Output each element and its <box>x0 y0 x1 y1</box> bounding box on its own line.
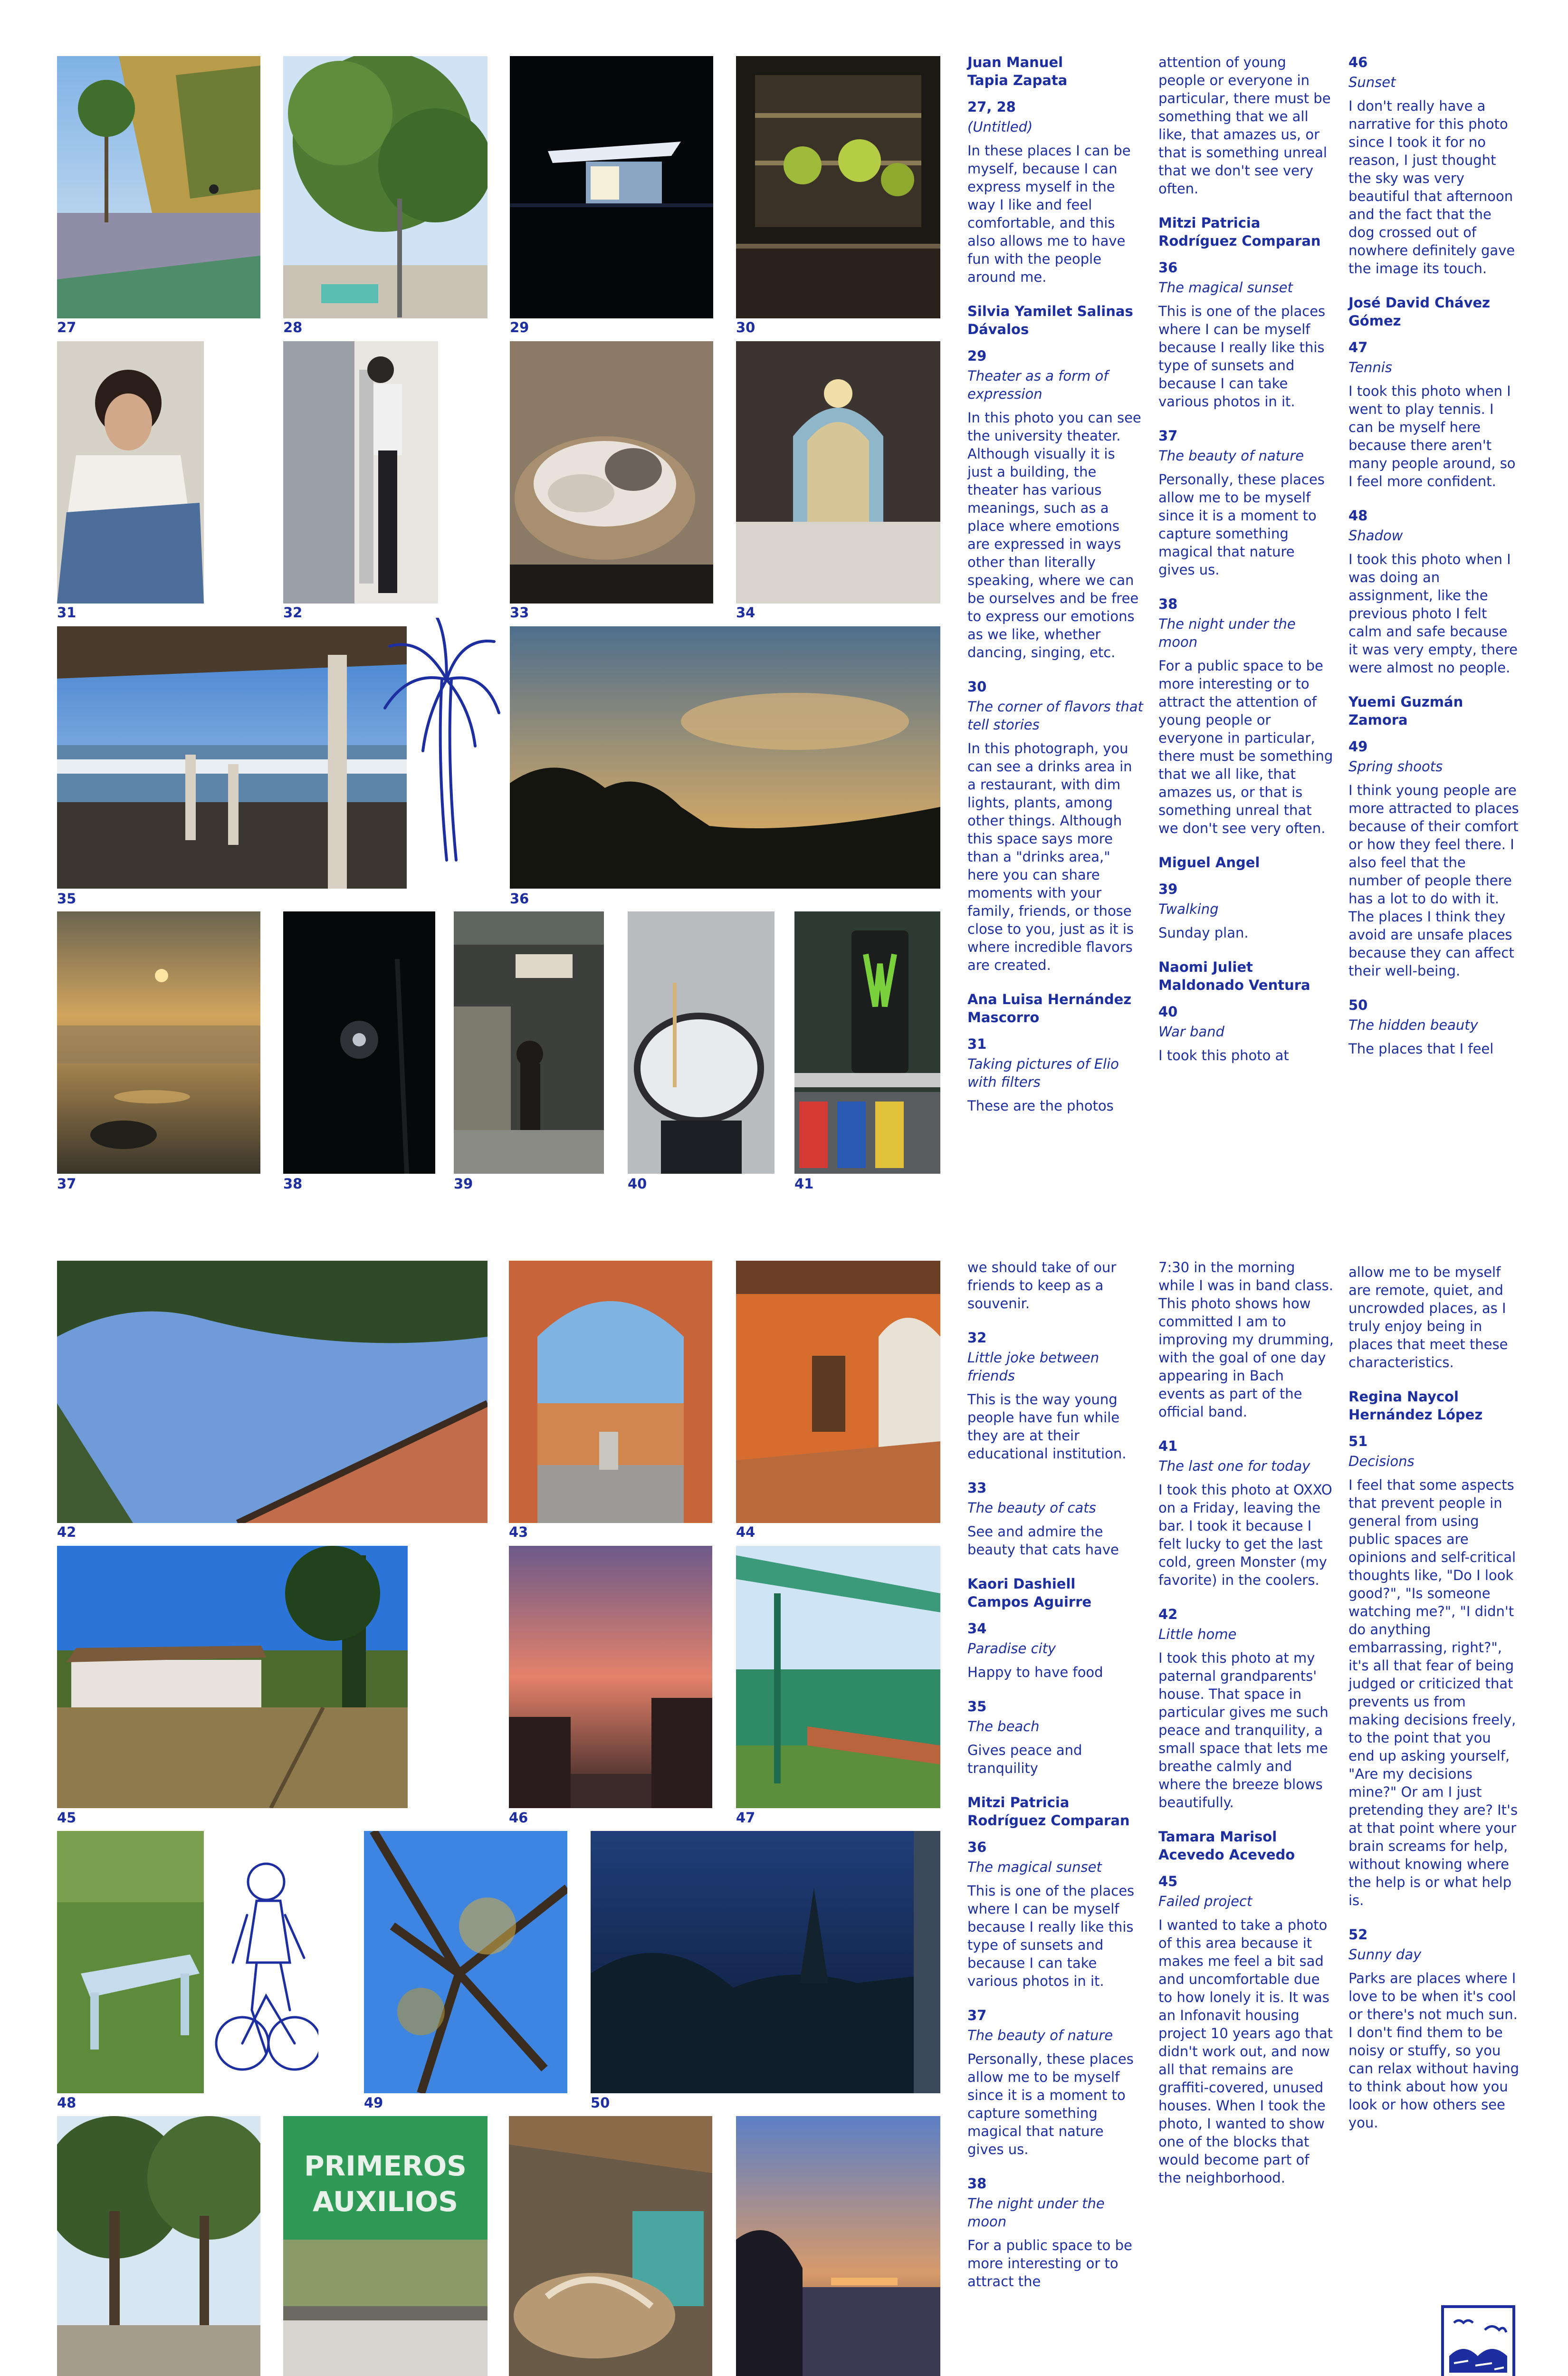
photo-29 <box>510 56 713 318</box>
photo-title: The magical sunset <box>1158 279 1293 296</box>
photo-number: 42 <box>1158 1606 1178 1622</box>
photo-description: I took this photo at my paternal grandparents' house. That space in particular gives me such peace and tranquility, a small space that lets me breathe calmly and where the breeze blows beautifully. <box>1158 1650 1329 1811</box>
photo-title: The corner of flavors that tell stories <box>967 699 1143 733</box>
author-name: Miguel Angel <box>1158 854 1260 871</box>
text-column <box>967 1258 1143 2307</box>
text-column <box>1348 53 1520 1074</box>
photo-description: Happy to have food <box>967 1664 1103 1680</box>
author-name: Silvia Yamilet Salinas Dávalos <box>967 303 1133 337</box>
photo-number: 31 <box>967 1036 987 1052</box>
photo-number: 34 <box>967 1620 987 1637</box>
photo-31 <box>57 341 204 604</box>
author-name: Ana Luisa Hernández Mascorro <box>967 991 1132 1025</box>
photo-title: Twalking <box>1158 901 1219 917</box>
author-name: Naomi Juliet Maldonado Ventura <box>1158 959 1310 993</box>
photo-number: 27, 28 <box>967 99 1016 115</box>
photo-number: 31 <box>57 604 76 621</box>
photo-number: 49 <box>1348 738 1368 755</box>
photo-41 <box>794 911 940 1174</box>
photo-number: 36 <box>510 891 529 907</box>
photo-number: 40 <box>628 1176 647 1192</box>
photo-number: 35 <box>967 1698 987 1715</box>
photo-number: 30 <box>967 679 987 695</box>
photo-description: In these places I can be myself, because I can express myself in the way I like and feel comfortable, and this also allows me to have fun with the people around me. <box>967 143 1131 285</box>
photo-description: In this photograph, you can see a drinks area in a restaurant, with dim lights, plants, among other things. Although this space says more than a "drinks area," here you can share moments with your family, friends, or those close to you, just as it is where incredible flavors are created. <box>967 740 1134 973</box>
text-column <box>1348 1263 1520 2148</box>
photo-number: 36 <box>967 1839 987 1855</box>
photo-52 <box>283 2116 488 2376</box>
photo-number: 32 <box>283 604 303 621</box>
photo-46 <box>509 1546 712 1808</box>
photo-number: 32 <box>967 1330 987 1346</box>
photo-number: 37 <box>1158 428 1178 444</box>
photo-description: we should take of our friends to keep as a souvenir. <box>967 1259 1117 1312</box>
photo-description: The places that I feel <box>1348 1041 1494 1057</box>
photo-title: Sunny day <box>1348 1946 1422 1963</box>
author-name: Mitzi Patricia Rodríguez Comparan <box>967 1794 1130 1829</box>
photo-description: I don't really have a narrative for this photo since I took it for no reason, I just thought the sky was very beautiful that afternoon and the fact that the dog crossed out of nowhere definitely gave the image its touch. <box>1348 98 1515 277</box>
photo-number: 42 <box>57 1524 76 1540</box>
photo-number: 40 <box>1158 1004 1178 1020</box>
photo-title: The night under the moon <box>1158 616 1296 650</box>
photo-number: 39 <box>1158 881 1178 897</box>
photo-number: 38 <box>967 2175 987 2192</box>
photo-28 <box>283 56 488 318</box>
photo-number: 33 <box>510 604 529 621</box>
photo-34 <box>736 341 940 604</box>
author-name: Juan Manuel Tapia Zapata <box>967 54 1068 88</box>
photo-description: In this photo you can see the university theater. Although visually it is just a building, the theater has various meanings, such as a place where emotions are expressed in ways other than literally speaking, where we can be ourselves and be free to express our emotions as we like, whether dancing, singing, etc. <box>967 410 1141 661</box>
photo-35 <box>57 626 407 889</box>
photo-number: 28 <box>283 319 303 335</box>
photo-43 <box>509 1261 712 1523</box>
photo-47 <box>736 1546 940 1808</box>
photo-number: 38 <box>283 1176 303 1192</box>
photo-description: I took this photo at OXXO on a Friday, leaving the bar. I took it because I felt lucky to get the last cold, green Monster (my favorite) in the coolers. <box>1158 1482 1332 1588</box>
photo-description: I think young people are more attracted to places because of their comfort or how they feel there. I also feel that the number of people there has a lot to do with it. The places I think they avoid are unsafe places because they can affect their well-being. <box>1348 782 1519 979</box>
author-name: Yuemi Guzmán Zamora <box>1348 694 1463 728</box>
photo-37 <box>57 911 260 1174</box>
photo-description: This is the way young people have fun while they are at their educational institution. <box>967 1391 1127 1462</box>
photo-number: 50 <box>1348 997 1368 1013</box>
photo-title: War band <box>1158 1024 1224 1040</box>
author-name: Tamara Marisol Acevedo Acevedo <box>1158 1829 1295 1863</box>
text-column <box>1158 1258 1334 2203</box>
photo-title: The magical sunset <box>967 1859 1102 1875</box>
photo-description: attention of young people or everyone in particular, there must be something that we all like, that amazes us, or that is something unreal that we don't see very often. <box>1158 54 1331 197</box>
cyclist-doodle <box>214 1853 318 2091</box>
photo-40 <box>628 911 774 1174</box>
photo-number: 48 <box>57 2095 76 2111</box>
photo-number: 37 <box>57 1176 76 1192</box>
photo-title: The beach <box>967 1718 1040 1734</box>
photo-title: The hidden beauty <box>1348 1017 1478 1033</box>
photo-description: I feel that some aspects that prevent people in general from using public spaces are opinions and self-critical thoughts like, "Do I look good?", "Is someone watching me?", "I didn't do anything embarrassing, right?", it's all that fear of being judged or criticized that prevents us from making decisions freely, to the point that you end up asking yourself, "Are my decisions mine?" Or am I just pretending they are? It's at that point where your brain screams for help, without knowing where the help is or what help is. <box>1348 1477 1518 1908</box>
photo-number: 44 <box>736 1524 755 1540</box>
photo-title: The beauty of cats <box>967 1500 1096 1516</box>
author-name: Mitzi Patricia Rodríguez Comparan <box>1158 215 1321 249</box>
photo-number: 48 <box>1348 508 1368 524</box>
photo-number: 29 <box>967 348 987 364</box>
photo-42 <box>57 1261 488 1523</box>
photo-title: Little home <box>1158 1626 1237 1642</box>
photo-38 <box>283 911 435 1174</box>
logo-icon <box>1440 2304 1517 2376</box>
palm-tree-doodle <box>380 618 504 865</box>
photo-number: 30 <box>736 319 755 335</box>
photo-description: I took this photo when I went to play tennis. I can be myself here because there aren't many people around, so I feel more confident. <box>1348 383 1516 489</box>
photo-50 <box>591 1831 940 2093</box>
author-name: José David Chávez Gómez <box>1348 295 1491 329</box>
photo-49 <box>364 1831 567 2093</box>
photo-description: I took this photo when I was doing an assignment, like the previous photo I felt calm and safe because it was very empty, there were almost no people. <box>1348 551 1518 676</box>
photo-title: Theater as a form of expression <box>967 368 1109 402</box>
photo-description: For a public space to be more interesting or to attract the <box>967 2237 1132 2290</box>
photo-number: 51 <box>1348 1433 1368 1449</box>
photo-33 <box>510 341 713 604</box>
text-column <box>1158 53 1334 1081</box>
photo-number: 35 <box>57 891 76 907</box>
photo-number: 41 <box>1158 1438 1178 1454</box>
photo-number: 47 <box>1348 339 1368 355</box>
photo-description: Gives peace and tranquility <box>967 1742 1082 1776</box>
photo-description: Personally, these places allow me to be myself since it is a moment to capture something magical that nature gives us. <box>1158 471 1325 578</box>
photo-description: These are the photos <box>967 1098 1114 1114</box>
photo-description: This is one of the places where I can be myself because I really like this type of sunsets and because I can take various photos in it. <box>1158 303 1326 410</box>
photo-39 <box>454 911 604 1174</box>
photo-number: 52 <box>1348 1926 1368 1943</box>
photo-number: 27 <box>57 319 76 335</box>
photo-title: Spring shoots <box>1348 758 1443 775</box>
photo-title: Failed project <box>1158 1893 1252 1909</box>
photo-number: 39 <box>454 1176 473 1192</box>
photo-number: 43 <box>509 1524 528 1540</box>
author-name: Regina Naycol Hernández López <box>1348 1389 1483 1423</box>
author-name: Kaori Dashiell Campos Aguirre <box>967 1576 1092 1610</box>
photo-53 <box>509 2116 712 2376</box>
photo-44 <box>736 1261 940 1523</box>
photo-title: Sunset <box>1348 74 1396 90</box>
photo-number: 46 <box>509 1810 528 1826</box>
photo-title: Taking pictures of Elio with filters <box>967 1056 1119 1090</box>
photo-description: Parks are places where I love to be when it's cool or there's not much sun. I don't find them to be noisy or stuffy, so you can relax without having to think about how you look or how others see you. <box>1348 1970 1520 2131</box>
photo-51 <box>57 2116 260 2376</box>
photo-description: I took this photo at <box>1158 1047 1289 1063</box>
photo-number: 50 <box>591 2095 610 2111</box>
photo-30 <box>736 56 940 318</box>
photo-number: 49 <box>364 2095 383 2111</box>
photo-48 <box>57 1831 204 2093</box>
photo-number: 45 <box>1158 1873 1178 1889</box>
photo-45 <box>57 1546 408 1808</box>
photo-number: 37 <box>967 2007 987 2023</box>
photo-number: 47 <box>736 1810 755 1826</box>
photo-description: allow me to be myself are remote, quiet, and uncrowded places, as I truly enjoy being in places that meet these characteristics. <box>1348 1264 1508 1370</box>
photo-title: The beauty of nature <box>967 2027 1113 2043</box>
photo-32 <box>283 341 438 604</box>
text-column <box>967 53 1143 1131</box>
photo-number: 29 <box>510 319 529 335</box>
photo-number: 46 <box>1348 54 1368 70</box>
photo-description: Sunday plan. <box>1158 925 1249 941</box>
photo-description: See and admire the beauty that cats have <box>967 1523 1119 1558</box>
photo-title: The night under the moon <box>967 2195 1105 2230</box>
photo-title: Shadow <box>1348 527 1403 544</box>
photo-title: (Untitled) <box>967 119 1033 135</box>
photo-title: Little joke between friends <box>967 1350 1100 1384</box>
photo-description: Personally, these places allow me to be myself since it is a moment to capture something magical that nature gives us. <box>967 2051 1134 2157</box>
photo-number: 34 <box>736 604 755 621</box>
photo-54 <box>736 2116 940 2376</box>
photo-title: The last one for today <box>1158 1458 1310 1474</box>
photo-number: 33 <box>967 1480 987 1496</box>
photo-number: 38 <box>1158 596 1178 612</box>
photo-description: This is one of the places where I can be myself because I really like this type of sunsets and because I can take various photos in it. <box>967 1883 1135 1989</box>
photo-number: 41 <box>794 1176 814 1192</box>
photo-description: I wanted to take a photo of this area because it makes me feel a bit sad and uncomfortable due to how lonely it is. It was an Infonavit housing project 10 years ago that didn't work out, and now all that remains are graffiti-covered, unused houses. When I took the photo, I wanted to show one of the blocks that would become part of the neighborhood. <box>1158 1917 1333 2186</box>
photo-title: The beauty of nature <box>1158 448 1304 464</box>
photo-title: Paradise city <box>967 1640 1056 1657</box>
photo-number: 45 <box>57 1810 76 1826</box>
photo-description: 7:30 in the morning while I was in band class. This photo shows how committed I am to improving my drumming, with the goal of one day appearing in Bach events as part of the official band. <box>1158 1259 1334 1420</box>
photo-number: 36 <box>1158 259 1178 276</box>
photo-27 <box>57 56 260 318</box>
photo-title: Tennis <box>1348 359 1392 375</box>
photo-description: For a public space to be more interesting or to attract the attention of young people or everyone in particular, there must be something that we all like, that amazes us, or that is something unreal that we don't see very often. <box>1158 658 1333 836</box>
photo-36 <box>510 626 940 889</box>
photo-title: Decisions <box>1348 1453 1415 1469</box>
sign-line-2: AUXILIOS <box>312 2185 459 2218</box>
sign-line-1: PRIMEROS <box>304 2150 467 2182</box>
